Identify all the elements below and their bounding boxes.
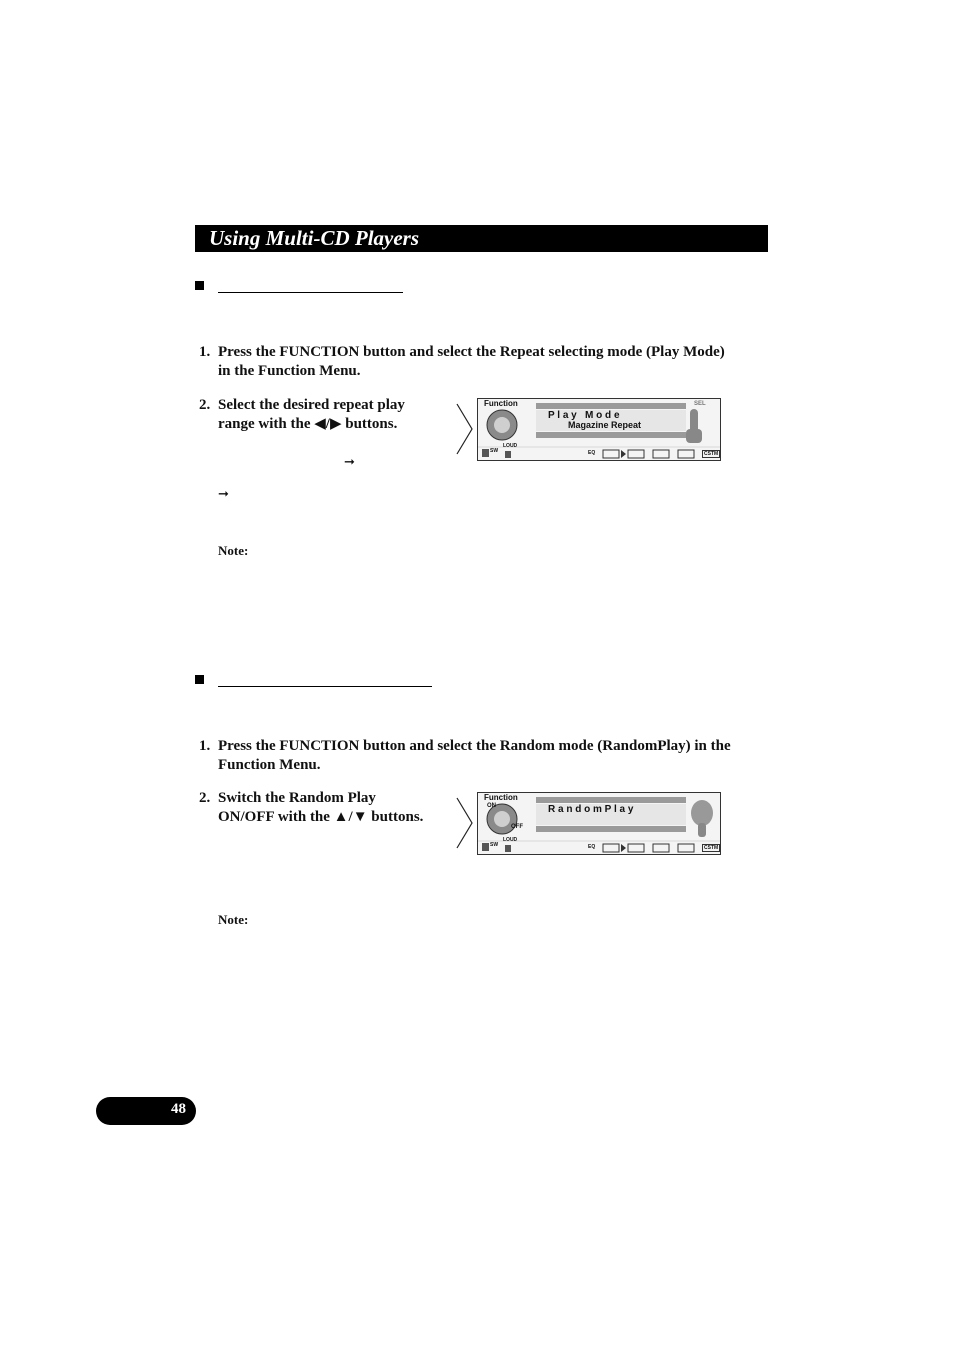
display-custom-label: CSTM [704,845,719,851]
display-sw-label: SW [490,448,499,454]
display-on-label: ON [487,803,496,809]
step-text-line: in the Function Menu. [218,363,361,379]
section-title-bar [195,225,768,252]
display-custom-label: CSTM [704,451,719,457]
display-function-label: Function [484,793,518,802]
step-number: 2. [199,397,211,413]
step-text-line: range with the ◀/▶ buttons. [218,416,398,432]
display-sel-label: SEL [694,401,706,407]
step-text [218,396,405,434]
step-number: 2. [199,790,211,806]
step-text [218,343,725,381]
display-main-text: R a n d o m P l a y [548,804,634,815]
display-sub-text: Magazine Repeat [568,420,642,430]
display-sw-label: SW [490,842,499,848]
page-number-badge [96,1097,196,1125]
pointer-triangle-icon [456,797,474,849]
display-loud-label: LOUD [503,837,518,843]
step-text-line: Select the desired repeat play [218,397,405,413]
random-play-display [477,792,721,855]
step-number: 1. [199,344,211,360]
display-off-label: OFF [511,824,523,830]
step-text-line: Press the FUNCTION button and select the Random mode (RandomPlay) in the [218,738,731,754]
page-title: Using Multi-CD Players [209,226,420,250]
section-heading-rule-1 [218,292,403,293]
step-text-line: ON/OFF with the ▲/▼ buttons. [218,809,424,825]
step-text [218,789,423,827]
note-label: Note: [218,543,249,558]
step-text [218,737,731,775]
step-text-line: Press the FUNCTION button and select the Repeat selecting mode (Play Mode) [218,344,725,360]
repeat-step-1 [199,343,779,383]
page-number: 48 [171,1101,186,1117]
random-step-2 [199,789,459,829]
step-number: 1. [199,738,211,754]
pointer-triangle-icon [456,403,474,455]
display-main-text: P l a y M o d e [548,410,620,421]
display-function-label: Function [484,399,518,408]
play-mode-display [477,398,721,461]
display-eq-label: EQ [588,450,596,456]
random-step-1 [199,737,779,777]
section-bullet-2 [195,675,204,684]
note-label: Note: [218,912,249,927]
step-text-line: Switch the Random Play [218,790,376,806]
arrow-right-icon: ➞ [344,455,355,470]
step-text-line: Function Menu. [218,757,321,773]
repeat-step-2 [199,396,459,436]
display-loud-label: LOUD [503,443,518,449]
section-heading-rule-2 [218,686,432,687]
section-bullet-1 [195,281,204,290]
display-eq-label: EQ [588,844,596,850]
arrow-right-icon: ➞ [218,487,229,502]
